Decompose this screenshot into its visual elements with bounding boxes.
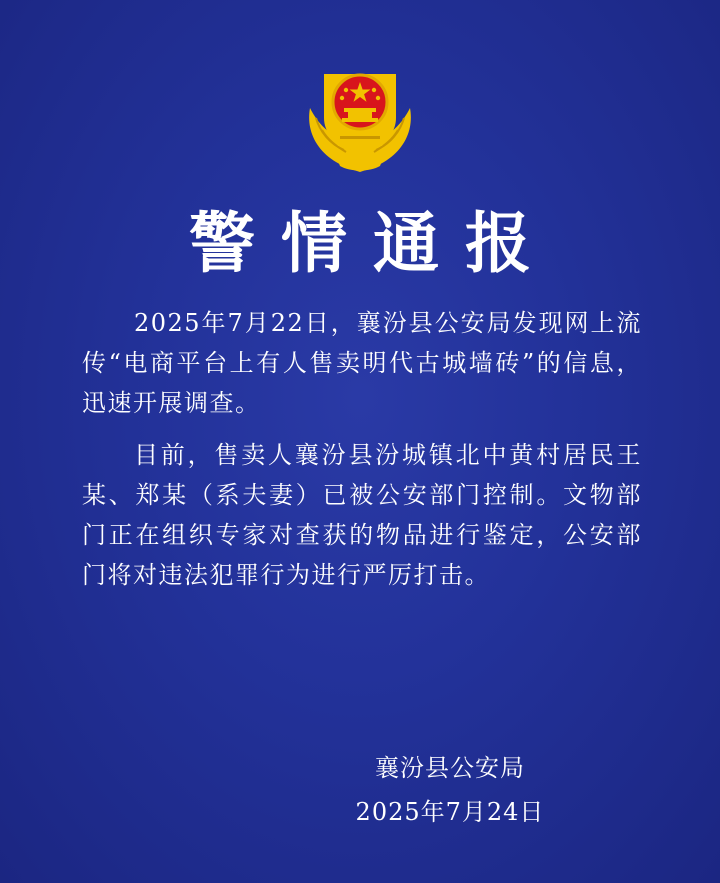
notice-paragraph: 目前，售卖人襄汾县汾城镇北中黄村居民王某、郑某（系夫妻）已被公安部门控制。文物部门正在组织专家对查获的物品进行鉴定，公安部门将对违法犯罪行为进行严厉打击。: [82, 441, 642, 589]
police-badge-icon: [302, 60, 418, 178]
notice-body: [82, 303, 642, 595]
notice-paragraph: 2025年7月22日，襄汾县公安局发现网上流传“电商平台上有人售卖明代古城墙砖”的信息，迅速开展调查。: [82, 309, 642, 417]
issue-date: 2025年7月24日: [355, 798, 545, 826]
issuer-name: 襄汾县公安局: [375, 754, 525, 782]
signature-block: [340, 746, 560, 834]
page-title: 警情通报: [189, 205, 557, 282]
